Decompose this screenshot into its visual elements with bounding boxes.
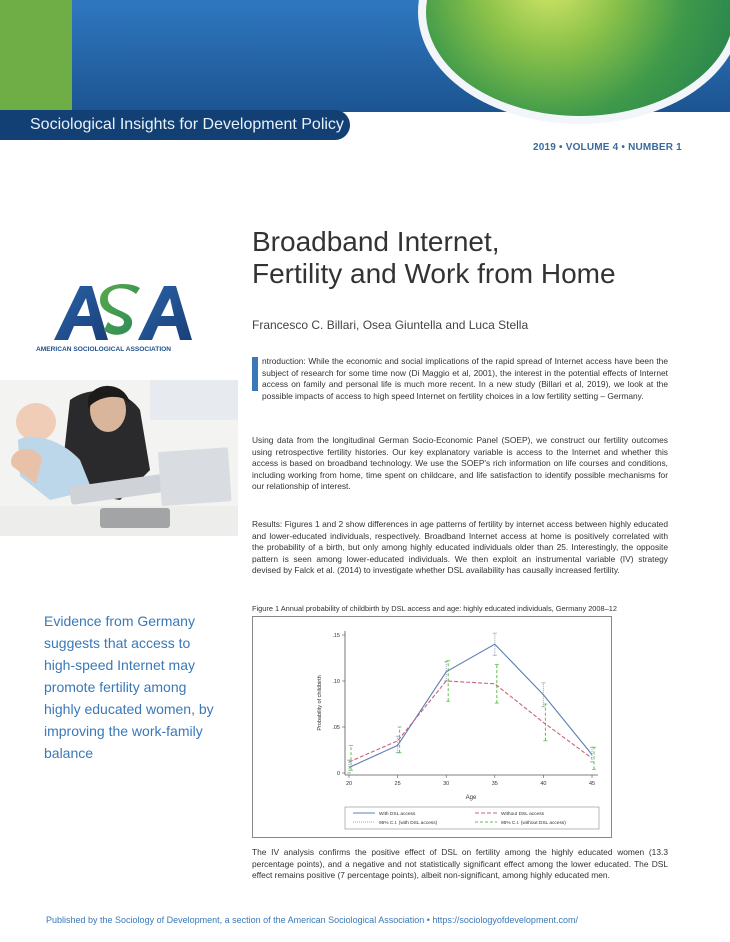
paragraph-data: Using data from the longitudinal German Socio-Economic Panel (SOEP), we construct our fertility outcomes using retrospective fertility histories. Our key explanatory variable is access to the Internet and whether this access is based on broadband technology. We use the SOEP's rich information on life courses and conditions, including working from home, time spent on childcare, and life satisfaction to identify possible mechanisms for our relationship of interest. [252,435,668,492]
page-footer: Published by the Sociology of Development, a section of the American Sociological Association • https://sociologyofdevelopment.com/ [46,915,578,925]
issue-info: 2019 • VOLUME 4 • NUMBER 1 [533,142,682,153]
x-tick-label: 30 [443,781,450,787]
x-tick-label: 40 [540,781,547,787]
x-tick-label: 45 [588,781,596,787]
series-title: Sociological Insights for Development Policy [30,116,344,133]
series-line-1 [349,681,592,762]
paragraph-introduction [252,356,668,402]
paragraph-iv-analysis: The IV analysis confirms the positive effect of DSL on fertility among the highly educated women (13.3 percentage points), and a negative and not statistically significant effect among the lower educated. The DSL effect remains positive (7 percentage points), albeit non-significant, among highly educated men. [252,847,668,881]
y-axis-label: Probability of childbirth [317,675,323,731]
title-line-2: Fertility and Work from Home [252,258,616,289]
legend-label: Without DSL access [501,812,545,817]
paragraph-results: Results: Figures 1 and 2 show differences in age patterns of fertility by internet access between highly educated and lower-educated individuals, respectively. Broadband Internet access at home is positively correlated with the probability of a birth, but only among highly educated individuals older than 25. Interestingly, the opposite pattern is seen among lower-educated individuals. We then exploit an instrumental variable (IV) strategy devised by Falck et al. (2014) to investigate whether DSL availability has causally increased fertility. [252,519,668,576]
page-header [0,0,730,140]
article-title [252,226,616,290]
article-authors: Francesco C. Billari, Osea Giuntella and Luca Stella [252,318,529,332]
series-line-0 [349,644,592,767]
title-line-1: Broadband Internet, [252,226,500,257]
fertility-chart [253,617,611,837]
asa-logo-name: AMERICAN SOCIOLOGICAL ASSOCIATION [36,346,172,353]
header-green-block [0,0,72,110]
drop-cap-i [252,357,258,391]
mother-child-laptop-photo [0,380,238,536]
legend-label: 95% C.I. (without DSL access) [501,821,566,826]
asa-logo-mark [46,280,196,344]
paragraph-introduction-text: ntroduction: While the economic and social implications of the rapid spread of Internet access have been the subject of research for some time now (Di Maggio et al, 2001), the interest in the potential effects of Internet access on family and personal life is much more recent. In a new study (Billari et al, 2019), we look at the possible impacts of access to high speed Internet on fertility choices in a low fertility setting – Germany. [262,356,668,401]
x-tick-label: 25 [394,781,401,787]
x-tick-label: 35 [491,781,498,787]
figure-1 [252,616,612,838]
y-tick-label: .05 [332,725,340,731]
x-tick-label: 20 [345,781,353,787]
y-tick-label: .15 [332,633,340,639]
legend-label: With DSL access [379,812,416,817]
x-axis-label: Age [465,795,477,801]
y-tick-label: .10 [332,679,340,685]
pull-quote: Evidence from Germany suggests that access to high-speed Internet may promote fertility among highly educated women, by improving the work-family balance [44,613,214,761]
y-tick-label: 0 [336,771,340,777]
asa-logo [36,280,196,362]
legend-label: 95% C.I. (with DSL access) [379,821,438,826]
photo-illustration [0,380,238,536]
figure-caption: Figure 1 Annual probability of childbirth by DSL access and age: highly educated individuals, Germany 2008–12 [252,604,617,613]
